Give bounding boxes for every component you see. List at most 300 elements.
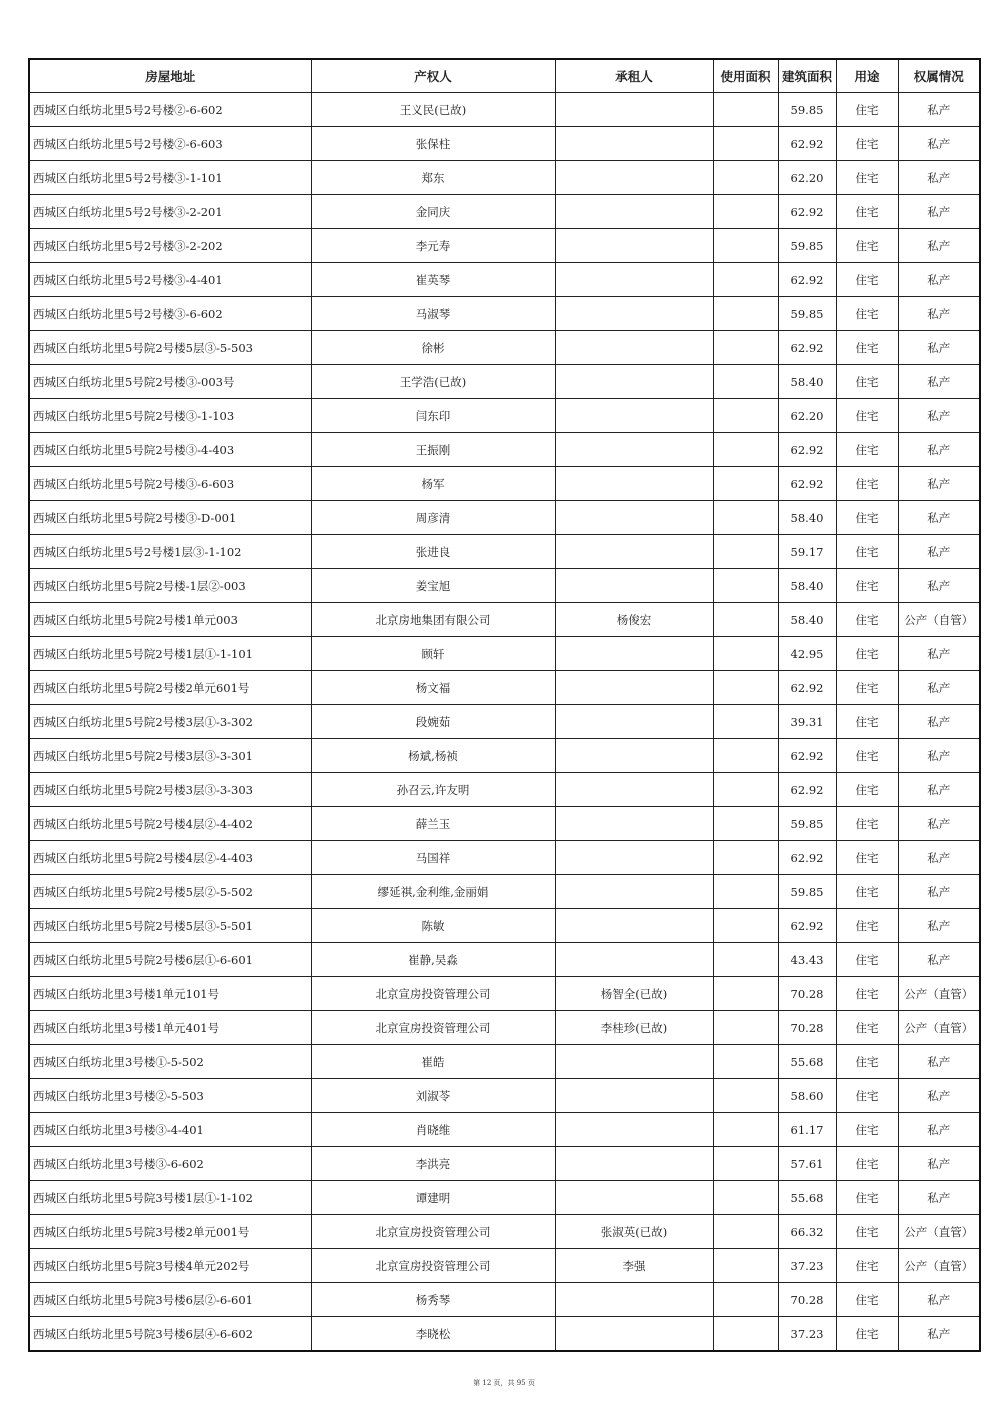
cell-address: 西城区白纸坊北里5号2号楼③-1-101: [29, 161, 311, 195]
table-row: [29, 501, 980, 535]
cell-address: 西城区白纸坊北里5号2号楼②-6-603: [29, 127, 311, 161]
cell-ownership: 私产: [898, 773, 980, 807]
cell-usable-area: [713, 909, 778, 943]
cell-tenant: [555, 807, 713, 841]
cell-usage: 住宅: [836, 603, 898, 637]
cell-building-area: 62.92: [778, 739, 836, 773]
cell-ownership: 私产: [898, 365, 980, 399]
cell-owner: 闫东印: [311, 399, 555, 433]
cell-address: 西城区白纸坊北里3号楼③-4-401: [29, 1113, 311, 1147]
cell-owner: 王振刚: [311, 433, 555, 467]
cell-building-area: 62.92: [778, 331, 836, 365]
cell-usage: 住宅: [836, 1113, 898, 1147]
cell-usage: 住宅: [836, 1317, 898, 1352]
cell-usage: 住宅: [836, 943, 898, 977]
cell-usable-area: [713, 297, 778, 331]
table-row: [29, 1181, 980, 1215]
table-row: [29, 229, 980, 263]
table-row: [29, 399, 980, 433]
cell-usage: 住宅: [836, 1045, 898, 1079]
cell-ownership: 私产: [898, 229, 980, 263]
cell-ownership: 私产: [898, 501, 980, 535]
page-footer: 第 12 页，共 95 页: [473, 1379, 535, 1387]
cell-usage: 住宅: [836, 671, 898, 705]
cell-owner: 段婉茹: [311, 705, 555, 739]
cell-usage: 住宅: [836, 501, 898, 535]
table-row: [29, 603, 980, 637]
cell-tenant: [555, 1283, 713, 1317]
cell-usage: 住宅: [836, 1283, 898, 1317]
cell-owner: 顾轩: [311, 637, 555, 671]
cell-ownership: 私产: [898, 569, 980, 603]
cell-tenant: [555, 1079, 713, 1113]
cell-tenant: [555, 229, 713, 263]
cell-address: 西城区白纸坊北里3号楼1单元401号: [29, 1011, 311, 1045]
cell-tenant: [555, 943, 713, 977]
cell-building-area: 62.20: [778, 161, 836, 195]
cell-address: 西城区白纸坊北里3号楼②-5-503: [29, 1079, 311, 1113]
cell-ownership: 私产: [898, 93, 980, 127]
table-row: [29, 1215, 980, 1249]
cell-tenant: [555, 365, 713, 399]
table-row: [29, 569, 980, 603]
cell-usable-area: [713, 1181, 778, 1215]
cell-ownership: 私产: [898, 807, 980, 841]
header-usable-area: 使用面积: [713, 59, 778, 93]
cell-usage: 住宅: [836, 297, 898, 331]
cell-owner: 杨文福: [311, 671, 555, 705]
cell-usable-area: [713, 195, 778, 229]
cell-address: 西城区白纸坊北里5号院2号楼5层③-5-501: [29, 909, 311, 943]
table-row: [29, 1079, 980, 1113]
cell-owner: 杨斌,杨祯: [311, 739, 555, 773]
cell-address: 西城区白纸坊北里5号院2号楼③-003号: [29, 365, 311, 399]
cell-ownership: 私产: [898, 1181, 980, 1215]
cell-building-area: 66.32: [778, 1215, 836, 1249]
cell-building-area: 59.85: [778, 807, 836, 841]
cell-building-area: 59.85: [778, 875, 836, 909]
cell-usable-area: [713, 1079, 778, 1113]
header-ownership: 权属情况: [898, 59, 980, 93]
cell-ownership: 私产: [898, 705, 980, 739]
cell-usable-area: [713, 1113, 778, 1147]
cell-owner: 陈敏: [311, 909, 555, 943]
cell-usable-area: [713, 433, 778, 467]
cell-building-area: 59.17: [778, 535, 836, 569]
cell-tenant: [555, 195, 713, 229]
cell-building-area: 62.92: [778, 195, 836, 229]
cell-owner: 李元寿: [311, 229, 555, 263]
table-row: [29, 297, 980, 331]
cell-owner: 北京宣房投资管理公司: [311, 1215, 555, 1249]
header-usage: 用途: [836, 59, 898, 93]
cell-owner: 刘淑苓: [311, 1079, 555, 1113]
table-row: [29, 331, 980, 365]
cell-usage: 住宅: [836, 229, 898, 263]
cell-owner: 崔静,吴淼: [311, 943, 555, 977]
cell-usable-area: [713, 93, 778, 127]
cell-ownership: 私产: [898, 909, 980, 943]
cell-usage: 住宅: [836, 1181, 898, 1215]
cell-tenant: [555, 161, 713, 195]
cell-building-area: 58.40: [778, 603, 836, 637]
table-row: [29, 841, 980, 875]
cell-ownership: 私产: [898, 1079, 980, 1113]
cell-address: 西城区白纸坊北里5号院2号楼4层②-4-403: [29, 841, 311, 875]
cell-ownership: 公产（自管）: [898, 603, 980, 637]
cell-tenant: 杨俊宏: [555, 603, 713, 637]
cell-building-area: 62.92: [778, 263, 836, 297]
cell-owner: 杨军: [311, 467, 555, 501]
cell-building-area: 62.92: [778, 841, 836, 875]
cell-address: 西城区白纸坊北里3号楼③-6-602: [29, 1147, 311, 1181]
table-row: [29, 909, 980, 943]
cell-usable-area: [713, 603, 778, 637]
cell-address: 西城区白纸坊北里5号院2号楼5层③-5-503: [29, 331, 311, 365]
table-body: [29, 93, 980, 1352]
cell-ownership: 私产: [898, 161, 980, 195]
cell-usage: 住宅: [836, 569, 898, 603]
cell-usable-area: [713, 875, 778, 909]
cell-building-area: 70.28: [778, 977, 836, 1011]
cell-ownership: 私产: [898, 943, 980, 977]
cell-ownership: 私产: [898, 1045, 980, 1079]
cell-owner: 金同庆: [311, 195, 555, 229]
cell-usage: 住宅: [836, 1147, 898, 1181]
property-registry-table: [28, 58, 981, 1352]
cell-owner: 北京宣房投资管理公司: [311, 977, 555, 1011]
cell-tenant: [555, 875, 713, 909]
cell-owner: 张保柱: [311, 127, 555, 161]
cell-owner: 北京宣房投资管理公司: [311, 1011, 555, 1045]
cell-owner: 徐彬: [311, 331, 555, 365]
cell-ownership: 私产: [898, 841, 980, 875]
table-row: [29, 977, 980, 1011]
cell-usable-area: [713, 977, 778, 1011]
cell-owner: 肖晓维: [311, 1113, 555, 1147]
cell-building-area: 59.85: [778, 229, 836, 263]
table-row: [29, 161, 980, 195]
table-row: [29, 195, 980, 229]
cell-building-area: 39.31: [778, 705, 836, 739]
cell-tenant: [555, 467, 713, 501]
cell-tenant: [555, 739, 713, 773]
cell-address: 西城区白纸坊北里5号院3号楼1层①-1-102: [29, 1181, 311, 1215]
cell-usage: 住宅: [836, 433, 898, 467]
cell-building-area: 62.92: [778, 467, 836, 501]
cell-address: 西城区白纸坊北里3号楼①-5-502: [29, 1045, 311, 1079]
table-header-row: [29, 59, 980, 93]
cell-owner: 崔皓: [311, 1045, 555, 1079]
cell-address: 西城区白纸坊北里5号院2号楼3层③-3-303: [29, 773, 311, 807]
cell-address: 西城区白纸坊北里3号楼1单元101号: [29, 977, 311, 1011]
cell-ownership: 私产: [898, 127, 980, 161]
cell-tenant: [555, 1045, 713, 1079]
cell-owner: 王学浩(已故): [311, 365, 555, 399]
cell-owner: 缪延祺,金利维,金丽娟: [311, 875, 555, 909]
cell-owner: 薛兰玉: [311, 807, 555, 841]
cell-usage: 住宅: [836, 739, 898, 773]
cell-ownership: 私产: [898, 1113, 980, 1147]
cell-owner: 郑东: [311, 161, 555, 195]
cell-building-area: 62.92: [778, 671, 836, 705]
cell-ownership: 私产: [898, 433, 980, 467]
cell-building-area: 58.60: [778, 1079, 836, 1113]
cell-usage: 住宅: [836, 977, 898, 1011]
table-row: [29, 1249, 980, 1283]
cell-usable-area: [713, 773, 778, 807]
cell-ownership: 公产（直管）: [898, 977, 980, 1011]
cell-ownership: 公产（直管）: [898, 1249, 980, 1283]
cell-usage: 住宅: [836, 195, 898, 229]
cell-usage: 住宅: [836, 909, 898, 943]
table-row: [29, 637, 980, 671]
cell-usable-area: [713, 399, 778, 433]
cell-address: 西城区白纸坊北里5号院2号楼6层①-6-601: [29, 943, 311, 977]
cell-address: 西城区白纸坊北里5号院2号楼1层①-1-101: [29, 637, 311, 671]
cell-usage: 住宅: [836, 1079, 898, 1113]
cell-tenant: [555, 1317, 713, 1352]
cell-tenant: [555, 909, 713, 943]
cell-address: 西城区白纸坊北里5号2号楼③-2-202: [29, 229, 311, 263]
cell-usage: 住宅: [836, 1215, 898, 1249]
cell-tenant: 李强: [555, 1249, 713, 1283]
cell-usage: 住宅: [836, 467, 898, 501]
table-row: [29, 1045, 980, 1079]
cell-tenant: [555, 263, 713, 297]
cell-tenant: [555, 569, 713, 603]
cell-usable-area: [713, 569, 778, 603]
cell-tenant: [555, 1113, 713, 1147]
cell-tenant: [555, 331, 713, 365]
cell-usage: 住宅: [836, 161, 898, 195]
cell-usable-area: [713, 739, 778, 773]
cell-address: 西城区白纸坊北里5号院2号楼2单元601号: [29, 671, 311, 705]
cell-owner: 崔英琴: [311, 263, 555, 297]
cell-ownership: 私产: [898, 195, 980, 229]
cell-tenant: [555, 637, 713, 671]
header-tenant: 承租人: [555, 59, 713, 93]
cell-owner: 北京宣房投资管理公司: [311, 1249, 555, 1283]
cell-address: 西城区白纸坊北里5号2号楼③-2-201: [29, 195, 311, 229]
cell-building-area: 42.95: [778, 637, 836, 671]
cell-usage: 住宅: [836, 807, 898, 841]
cell-tenant: [555, 93, 713, 127]
cell-ownership: 私产: [898, 875, 980, 909]
cell-usable-area: [713, 841, 778, 875]
cell-address: 西城区白纸坊北里5号院2号楼-1层②-003: [29, 569, 311, 603]
cell-tenant: [555, 535, 713, 569]
cell-ownership: 公产（直管）: [898, 1215, 980, 1249]
cell-ownership: 私产: [898, 263, 980, 297]
cell-usable-area: [713, 1215, 778, 1249]
cell-building-area: 58.40: [778, 569, 836, 603]
cell-tenant: [555, 773, 713, 807]
cell-usage: 住宅: [836, 263, 898, 297]
cell-building-area: 55.68: [778, 1045, 836, 1079]
cell-building-area: 62.92: [778, 773, 836, 807]
table-row: [29, 535, 980, 569]
table-row: [29, 365, 980, 399]
cell-address: 西城区白纸坊北里5号2号楼③-6-602: [29, 297, 311, 331]
cell-ownership: 私产: [898, 637, 980, 671]
cell-usage: 住宅: [836, 365, 898, 399]
cell-tenant: 李桂珍(已故): [555, 1011, 713, 1045]
table-row: [29, 1011, 980, 1045]
cell-usage: 住宅: [836, 841, 898, 875]
cell-owner: 马国祥: [311, 841, 555, 875]
cell-address: 西城区白纸坊北里5号院3号楼2单元001号: [29, 1215, 311, 1249]
cell-building-area: 62.92: [778, 909, 836, 943]
table-row: [29, 773, 980, 807]
cell-ownership: 私产: [898, 399, 980, 433]
cell-usable-area: [713, 365, 778, 399]
table-row: [29, 875, 980, 909]
table-row: [29, 943, 980, 977]
cell-ownership: 私产: [898, 671, 980, 705]
table-row: [29, 127, 980, 161]
cell-owner: 谭建明: [311, 1181, 555, 1215]
cell-usable-area: [713, 467, 778, 501]
table-row: [29, 263, 980, 297]
cell-tenant: [555, 841, 713, 875]
cell-address: 西城区白纸坊北里5号院2号楼5层②-5-502: [29, 875, 311, 909]
header-owner: 产权人: [311, 59, 555, 93]
cell-usable-area: [713, 705, 778, 739]
cell-address: 西城区白纸坊北里5号2号楼1层③-1-102: [29, 535, 311, 569]
table-row: [29, 1147, 980, 1181]
cell-address: 西城区白纸坊北里5号院2号楼3层③-3-301: [29, 739, 311, 773]
cell-ownership: 私产: [898, 1317, 980, 1352]
cell-building-area: 62.92: [778, 433, 836, 467]
cell-tenant: [555, 1147, 713, 1181]
cell-usage: 住宅: [836, 637, 898, 671]
cell-usable-area: [713, 1011, 778, 1045]
cell-owner: 王义民(已故): [311, 93, 555, 127]
cell-address: 西城区白纸坊北里5号院2号楼4层②-4-402: [29, 807, 311, 841]
cell-usable-area: [713, 501, 778, 535]
cell-usage: 住宅: [836, 705, 898, 739]
cell-usage: 住宅: [836, 331, 898, 365]
cell-usable-area: [713, 1147, 778, 1181]
table-row: [29, 1113, 980, 1147]
cell-building-area: 58.40: [778, 365, 836, 399]
cell-ownership: 私产: [898, 739, 980, 773]
cell-ownership: 私产: [898, 1147, 980, 1181]
cell-building-area: 61.17: [778, 1113, 836, 1147]
cell-usage: 住宅: [836, 1011, 898, 1045]
cell-ownership: 私产: [898, 297, 980, 331]
cell-owner: 李晓松: [311, 1317, 555, 1352]
cell-building-area: 59.85: [778, 93, 836, 127]
cell-usage: 住宅: [836, 93, 898, 127]
table-row: [29, 739, 980, 773]
cell-building-area: 62.20: [778, 399, 836, 433]
cell-address: 西城区白纸坊北里5号院2号楼③-6-603: [29, 467, 311, 501]
cell-usable-area: [713, 161, 778, 195]
cell-address: 西城区白纸坊北里5号院2号楼1单元003: [29, 603, 311, 637]
cell-tenant: 杨智全(已故): [555, 977, 713, 1011]
cell-address: 西城区白纸坊北里5号院2号楼③-1-103: [29, 399, 311, 433]
table-row: [29, 705, 980, 739]
cell-tenant: [555, 433, 713, 467]
table-row: [29, 807, 980, 841]
cell-usable-area: [713, 637, 778, 671]
cell-building-area: 70.28: [778, 1283, 836, 1317]
cell-ownership: 私产: [898, 535, 980, 569]
cell-address: 西城区白纸坊北里5号院3号楼6层②-6-601: [29, 1283, 311, 1317]
cell-address: 西城区白纸坊北里5号院2号楼③-4-403: [29, 433, 311, 467]
cell-owner: 孙召云,许友明: [311, 773, 555, 807]
cell-usable-area: [713, 127, 778, 161]
cell-tenant: [555, 127, 713, 161]
cell-address: 西城区白纸坊北里5号院3号楼6层④-6-602: [29, 1317, 311, 1352]
cell-building-area: 37.23: [778, 1317, 836, 1352]
cell-building-area: 58.40: [778, 501, 836, 535]
cell-ownership: 私产: [898, 331, 980, 365]
cell-address: 西城区白纸坊北里5号2号楼③-4-401: [29, 263, 311, 297]
cell-usage: 住宅: [836, 399, 898, 433]
cell-usable-area: [713, 943, 778, 977]
cell-building-area: 59.85: [778, 297, 836, 331]
cell-building-area: 37.23: [778, 1249, 836, 1283]
cell-owner: 周彦清: [311, 501, 555, 535]
cell-address: 西城区白纸坊北里5号2号楼②-6-602: [29, 93, 311, 127]
cell-ownership: 私产: [898, 1283, 980, 1317]
cell-address: 西城区白纸坊北里5号院3号楼4单元202号: [29, 1249, 311, 1283]
cell-building-area: 62.92: [778, 127, 836, 161]
cell-usable-area: [713, 1249, 778, 1283]
table-row: [29, 671, 980, 705]
cell-ownership: 公产（直管）: [898, 1011, 980, 1045]
cell-usable-area: [713, 1317, 778, 1352]
cell-usage: 住宅: [836, 1249, 898, 1283]
header-building-area: 建筑面积: [778, 59, 836, 93]
cell-address: 西城区白纸坊北里5号院2号楼③-D-001: [29, 501, 311, 535]
cell-usable-area: [713, 807, 778, 841]
cell-usage: 住宅: [836, 127, 898, 161]
table-row: [29, 467, 980, 501]
table-row: [29, 1317, 980, 1352]
cell-usage: 住宅: [836, 875, 898, 909]
cell-tenant: [555, 705, 713, 739]
table-row: [29, 433, 980, 467]
cell-building-area: 57.61: [778, 1147, 836, 1181]
cell-usable-area: [713, 535, 778, 569]
cell-building-area: 70.28: [778, 1011, 836, 1045]
cell-building-area: 43.43: [778, 943, 836, 977]
header-address: 房屋地址: [29, 59, 311, 93]
cell-usable-area: [713, 671, 778, 705]
cell-usage: 住宅: [836, 773, 898, 807]
cell-usable-area: [713, 229, 778, 263]
cell-building-area: 55.68: [778, 1181, 836, 1215]
cell-address: 西城区白纸坊北里5号院2号楼3层①-3-302: [29, 705, 311, 739]
cell-tenant: [555, 297, 713, 331]
cell-owner: 北京房地集团有限公司: [311, 603, 555, 637]
cell-usable-area: [713, 331, 778, 365]
cell-usage: 住宅: [836, 535, 898, 569]
cell-tenant: [555, 399, 713, 433]
cell-owner: 杨秀琴: [311, 1283, 555, 1317]
cell-owner: 李洪亮: [311, 1147, 555, 1181]
cell-usable-area: [713, 263, 778, 297]
cell-tenant: [555, 501, 713, 535]
cell-ownership: 私产: [898, 467, 980, 501]
cell-tenant: [555, 671, 713, 705]
cell-owner: 张进良: [311, 535, 555, 569]
cell-usable-area: [713, 1283, 778, 1317]
